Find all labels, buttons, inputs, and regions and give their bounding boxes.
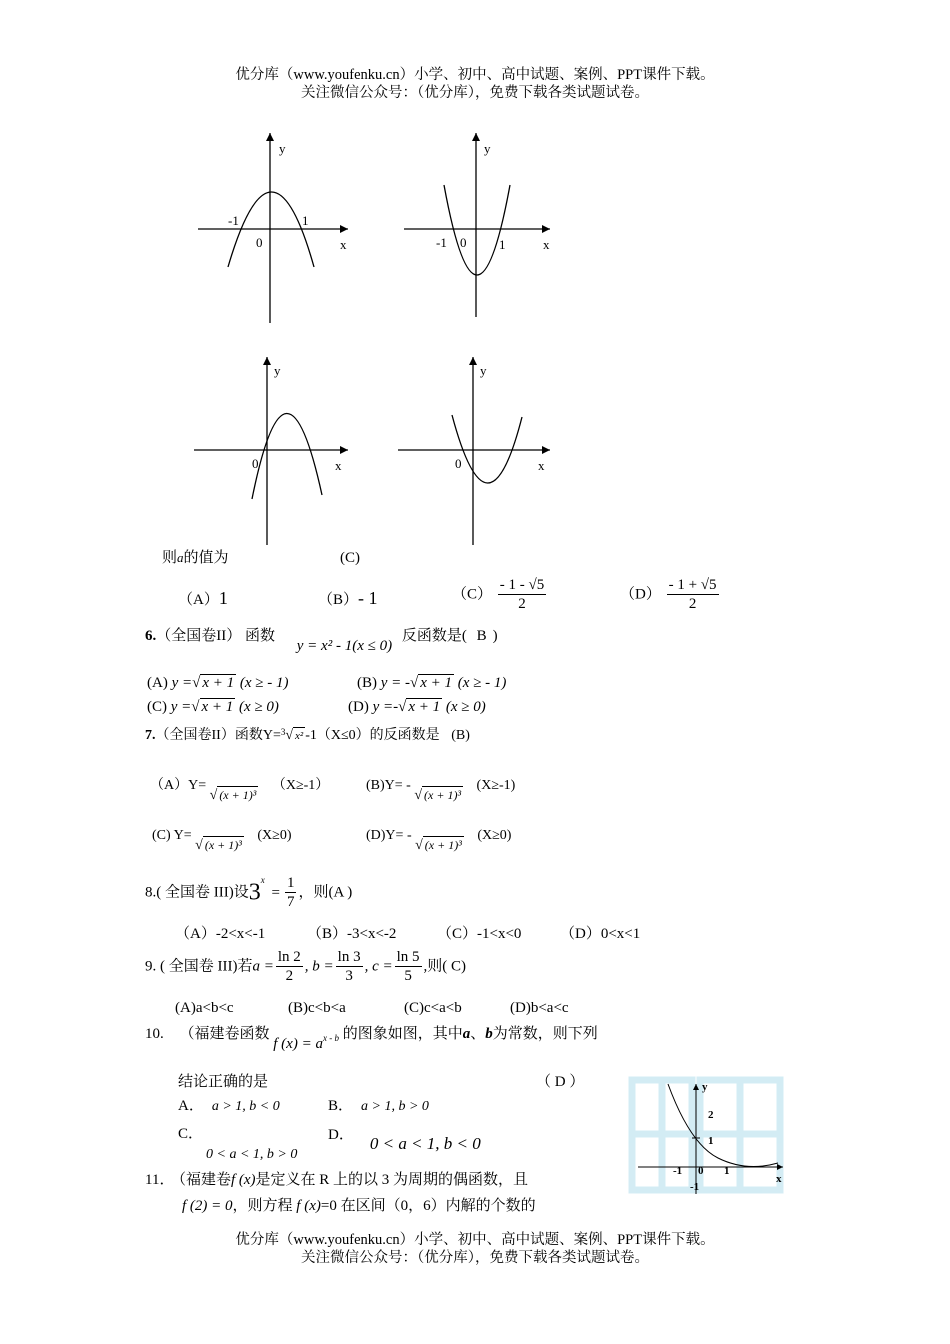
graph-b-y-label: y <box>484 141 491 156</box>
graph-a-origin: 0 <box>256 235 263 250</box>
q10-line2: 结论正确的是 <box>178 1074 269 1090</box>
graph-c-curve <box>252 413 322 499</box>
graph-b-origin: 0 <box>460 235 467 250</box>
q10-graph-curve <box>668 1084 778 1167</box>
q10-graph-tick-1x: 1 <box>724 1165 730 1177</box>
q10-option-a: A． a > 1, b < 0 <box>178 1098 280 1114</box>
graph-c-x-label: x <box>335 458 342 473</box>
q6-stem: 6.（全国卷II） 函数 y = x² - 1(x ≤ 0) 反函数是( B ) <box>145 628 498 654</box>
q10-graph-origin: 0 <box>698 1165 704 1177</box>
graph-d-x-label: x <box>538 458 545 473</box>
header-line-1: 优分库（www.youfenku.cn）小学、初中、高中试题、案例、PPT课件下载。 <box>235 67 715 83</box>
q5-option-a: （A）1 <box>178 588 228 608</box>
q11-line2: f (2) = 0，则方程 f (x)=0 在区间（0，6）内解的个数的 <box>182 1198 536 1214</box>
q7-stem: 7.（全国卷II）函数Y=$^3$√ x² -1（X≤0）的反函数是 (B) <box>145 727 470 743</box>
q6-option-b: (B) y = -√ x + 1 (x ≥ - 1) <box>357 675 507 691</box>
q7-option-b: (B)Y= - √ (x + 1)³ (X≥-1) <box>366 778 516 803</box>
q10-option-c: C． 0 < a < 1, b > 0 <box>178 1126 298 1162</box>
graph-c-y-label: y <box>274 363 281 378</box>
q8-option-c: （C）-1<x<0 <box>437 926 522 942</box>
graph-d-curve <box>452 415 522 483</box>
q8-option-b: （B）-3<x<-2 <box>307 926 397 942</box>
q9-option-c: (C)c<a<b <box>404 1000 462 1016</box>
q7-option-c: (C) Y= √ (x + 1)³ (X≥0) <box>152 828 292 853</box>
q7-option-a: （A）Y= √ (x + 1)³ （X≥-1） <box>150 778 330 803</box>
graph-d-origin: 0 <box>455 456 462 471</box>
graph-b-pos1: 1 <box>499 237 506 252</box>
q9-option-b: (B)c<b<a <box>288 1000 346 1016</box>
graph-b-curve <box>444 185 510 275</box>
watermark-logo <box>632 1080 780 1190</box>
q5-option-b: （B）- 1 <box>318 588 378 608</box>
q8-stem: 8.( 全国卷 III)设$3^x$ = $\frac{1}{7}$ ，则(A ) <box>145 875 353 910</box>
q10-graph-x-label: x <box>776 1173 782 1185</box>
q9-option-a: (A)a<b<c <box>175 1000 234 1016</box>
q10-graph-tick-neg1y: -1 <box>690 1181 700 1193</box>
q10-option-b: B． a > 1, b > 0 <box>328 1098 429 1114</box>
q10-option-d: D． 0 < a < 1, b < 0 <box>328 1127 481 1153</box>
q9-option-d: (D)b<a<c <box>510 1000 569 1016</box>
graph-b-neg1: -1 <box>436 235 447 250</box>
header-line-2: 关注微信公众号：（优分库），免费下载各类试题试卷。 <box>301 85 649 101</box>
graph-c-origin: 0 <box>252 456 259 471</box>
q5-answer: (C) <box>340 550 360 566</box>
q8-option-d: （D）0<x<1 <box>560 926 641 942</box>
q7-option-d: (D)Y= - √ (x + 1)³ (X≥0) <box>366 828 512 853</box>
parabola-graphs <box>180 125 580 555</box>
q11-line1: 11． （福建卷f (x)是定义在 R 上的以 3 为周期的偶函数，且 <box>145 1172 529 1188</box>
q10-answer: （ D ） <box>536 1074 585 1090</box>
footer-line-2: 关注微信公众号：（优分库），免费下载各类试题试卷。 <box>301 1250 649 1266</box>
q10-graph-tick-2: 2 <box>708 1109 714 1121</box>
q6-option-a: (A) y =√ x + 1 (x ≥ - 1) <box>147 675 289 691</box>
footer-line-1: 优分库（www.youfenku.cn）小学、初中、高中试题、案例、PPT课件下载。 <box>235 1232 715 1248</box>
q10-stem: 10. （福建卷函数 f $(x) = a^{x - b}$ 的图象如图，其中a、b为常数，则下列 <box>145 1026 598 1052</box>
q10-graph-y-label: y <box>702 1081 708 1093</box>
graph-b-x-label: x <box>543 237 550 252</box>
graph-d-y-label: y <box>480 363 487 378</box>
q5-option-c: （C） $\frac{- 1 - √5}{2}$ <box>452 577 545 612</box>
q10-graph-tick-1y: 1 <box>708 1135 714 1147</box>
q5-option-d: （D） $\frac{- 1 + √5}{2}$ <box>620 577 717 612</box>
graph-a-y-label: y <box>279 141 286 156</box>
q5-prompt: 则a的值为 <box>162 550 229 566</box>
graph-a-neg1: -1 <box>228 213 239 228</box>
graph-a-pos1: 1 <box>302 213 309 228</box>
q10-graph-tick-neg1x: -1 <box>673 1165 683 1177</box>
graph-a-x-label: x <box>340 237 347 252</box>
q6-option-c: (C) y =√ x + 1 (x ≥ 0) <box>147 699 279 715</box>
q6-option-d: (D) y =-√ x + 1 (x ≥ 0) <box>348 699 486 715</box>
q9-stem: 9. ( 全国卷 III)若a = $\frac{\ln 2}{2}$ , b = $\frac{\ln 3}{3}$ , c = $\frac{\ln 5}{5}$ ,则( C) <box>145 949 467 984</box>
q8-option-a: （A）-2<x<-1 <box>175 926 266 942</box>
q10-graph <box>628 1074 793 1200</box>
